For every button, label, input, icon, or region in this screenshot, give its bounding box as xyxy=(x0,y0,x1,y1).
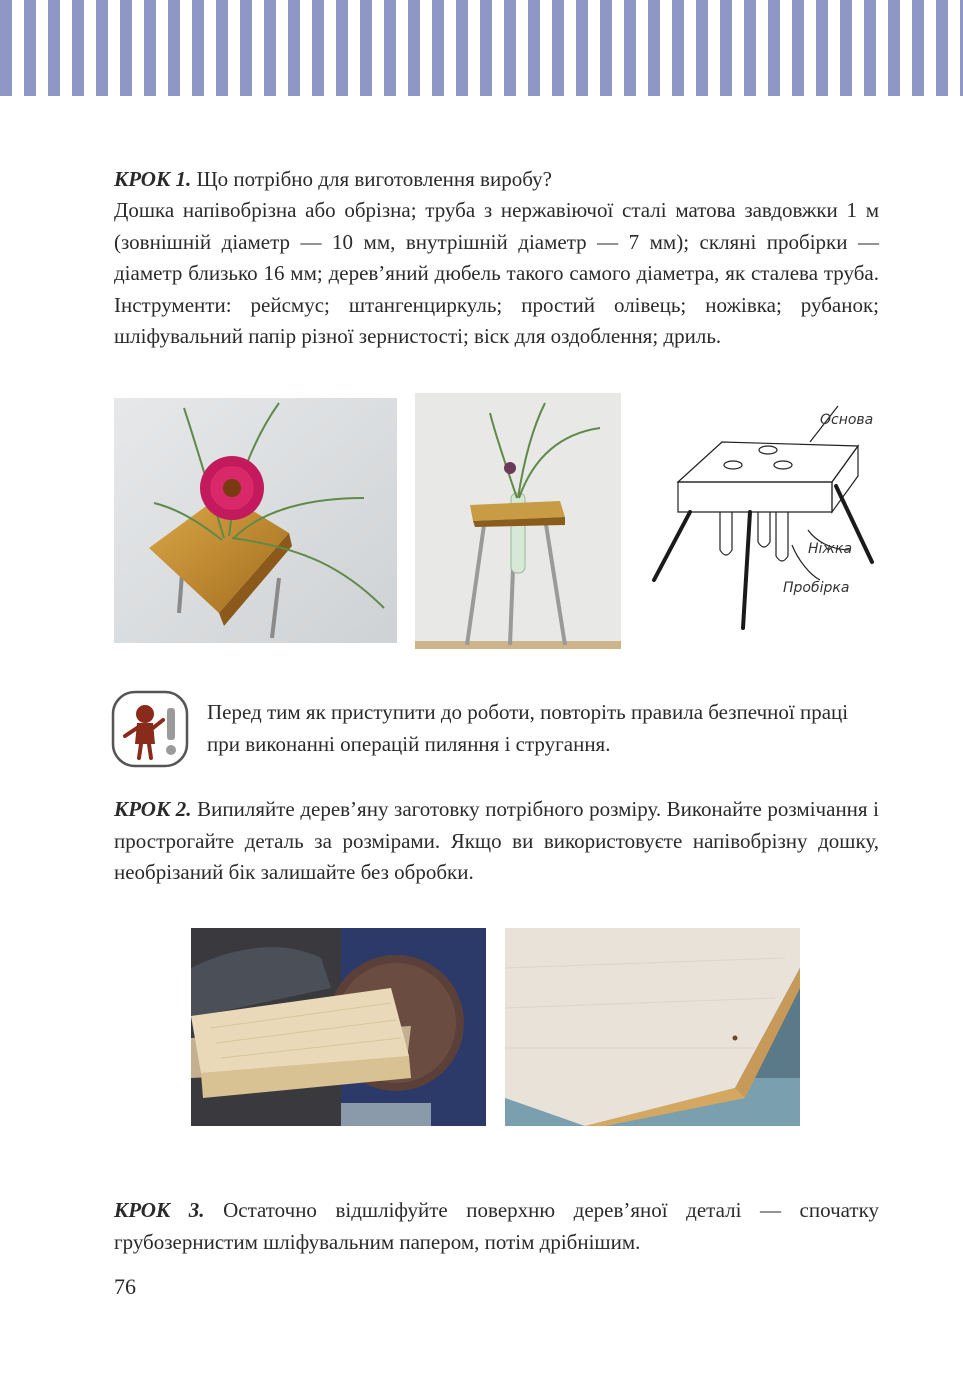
photo-flower-vase-side xyxy=(415,393,621,649)
step3-paragraph xyxy=(114,1195,879,1258)
step2-label: КРОК 2. xyxy=(114,797,192,821)
photo-flower-vase-top xyxy=(114,398,397,643)
step1-title: Що потрібно для виготовлення виробу? xyxy=(191,167,552,191)
label-tube: Пробірка xyxy=(783,580,850,596)
step1-label: КРОК 1. xyxy=(114,167,192,191)
step2-paragraph xyxy=(114,794,879,889)
header-stripes xyxy=(0,0,963,96)
safety-warning-text: Перед тим як приступити до роботи, повторіть правила безпечної праці при виконанні операцій пиляння і стругання. xyxy=(207,700,849,756)
safety-warning-icon xyxy=(111,690,189,768)
step3-body: Остаточно відшліфуйте поверхню дерев’яної деталі — спочатку грубозернистим шліфувальним папером, потім дрібнішим. xyxy=(114,1198,879,1254)
label-leg: Ніжка xyxy=(808,541,853,557)
step1-body: Дошка напівобрізна або обрізна; труба з нержавіючої сталі матова завдовжки 1 м (зовнішній діаметр — 10 мм, внутрішній діаметр — 7 мм); скляні пробірки — діаметр близько 16 мм; дерев’яний дюбель такого самого діаметра, як сталева труба. Інструменти: рейсмус; штангенциркуль; простий олівець; ножівка; рубанок; шліфувальний папір різної зернистості; віск для оздоблення; дриль. xyxy=(114,198,879,348)
step2-body: Випиляйте дерев’яну заготовку потрібного розміру. Виконайте розмічання і прострогайте деталь за розмірами. Якщо ви використовуєте напівобрізну дошку, необрізаний бік залишайте без обробки. xyxy=(114,797,879,884)
label-base: Основа xyxy=(820,412,874,428)
step3-label: КРОК 3. xyxy=(114,1198,205,1222)
photo-board-sanding xyxy=(191,928,486,1126)
step1-heading xyxy=(114,164,879,196)
page-number: 76 xyxy=(114,1274,136,1299)
photo-board-planed xyxy=(505,928,800,1126)
stand-diagram xyxy=(640,400,890,640)
